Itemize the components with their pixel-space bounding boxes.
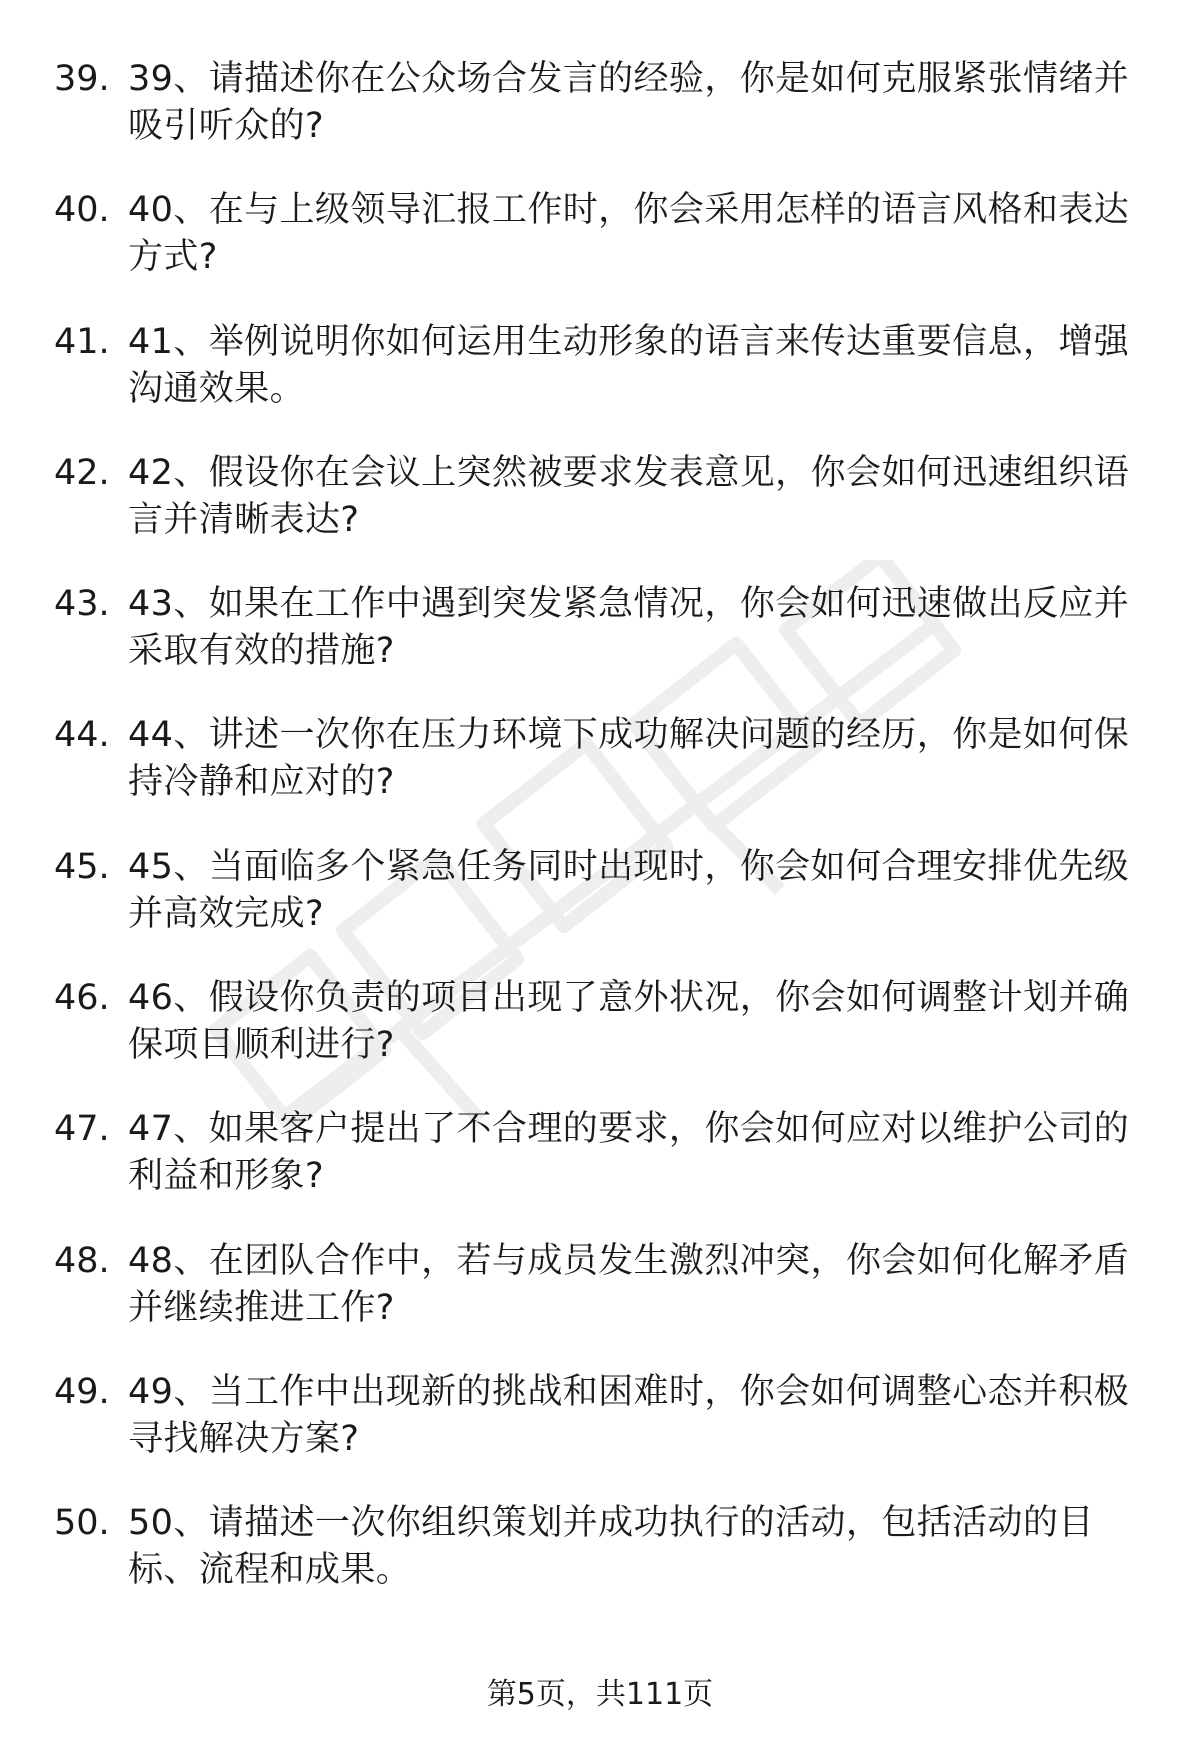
question-number: 41. [54, 321, 110, 362]
question-text: 43、如果在工作中遇到突发紧急情况，你会如何迅速做出反应并采取有效的措施? [128, 584, 1130, 672]
question-number: 40. [54, 190, 110, 231]
question-item-46 [0, 975, 1200, 1106]
page-number-footer: 第5页，共111页 [486, 1677, 714, 1712]
question-item-49 [0, 1369, 1200, 1500]
question-text: 49、当工作中出现新的挑战和困难时，你会如何调整心态并积极寻找解决方案? [128, 1371, 1130, 1459]
question-number: 46. [54, 978, 110, 1019]
question-number: 45. [54, 846, 110, 887]
question-item-39 [0, 56, 1200, 187]
question-number: 42. [54, 452, 110, 493]
question-item-48 [0, 1238, 1200, 1369]
question-text: 50、请描述一次你组织策划并成功执行的活动，包括活动的目标、流程和成果。 [128, 1503, 1094, 1591]
question-item-42 [0, 450, 1200, 581]
question-number: 49. [54, 1371, 110, 1412]
question-number: 47. [54, 1109, 110, 1150]
question-number: 48. [54, 1240, 110, 1281]
question-text: 46、假设你负责的项目出现了意外状况，你会如何调整计划并确保项目顺利进行? [128, 978, 1130, 1066]
question-text: 41、举例说明你如何运用生动形象的语言来传达重要信息，增强沟通效果。 [128, 321, 1130, 409]
question-text: 47、如果客户提出了不合理的要求，你会如何应对以维护公司的利益和形象? [128, 1109, 1130, 1197]
question-item-44 [0, 712, 1200, 843]
question-item-45 [0, 844, 1200, 975]
question-item-40 [0, 187, 1200, 318]
question-item-47 [0, 1106, 1200, 1237]
question-text: 45、当面临多个紧急任务同时出现时，你会如何合理安排优先级并高效完成? [128, 846, 1130, 934]
question-text: 42、假设你在会议上突然被要求发表意见，你会如何迅速组织语言并清晰表达? [128, 452, 1130, 540]
question-text: 40、在与上级领导汇报工作时，你会采用怎样的语言风格和表达方式? [128, 190, 1130, 278]
question-list [0, 56, 1200, 1632]
question-number: 43. [54, 584, 110, 625]
question-number: 44. [54, 715, 110, 756]
question-number: 50. [54, 1503, 110, 1544]
question-item-43 [0, 581, 1200, 712]
question-item-41 [0, 319, 1200, 450]
question-text: 48、在团队合作中，若与成员发生激烈冲突，你会如何化解矛盾并继续推进工作? [128, 1240, 1130, 1328]
question-text: 44、讲述一次你在压力环境下成功解决问题的经历，你是如何保持冷静和应对的? [128, 715, 1130, 803]
question-text: 39、请描述你在公众场合发言的经验，你是如何克服紧张情绪并吸引听众的? [128, 59, 1130, 146]
question-item-50 [0, 1500, 1200, 1631]
question-number: 39. [54, 59, 110, 99]
